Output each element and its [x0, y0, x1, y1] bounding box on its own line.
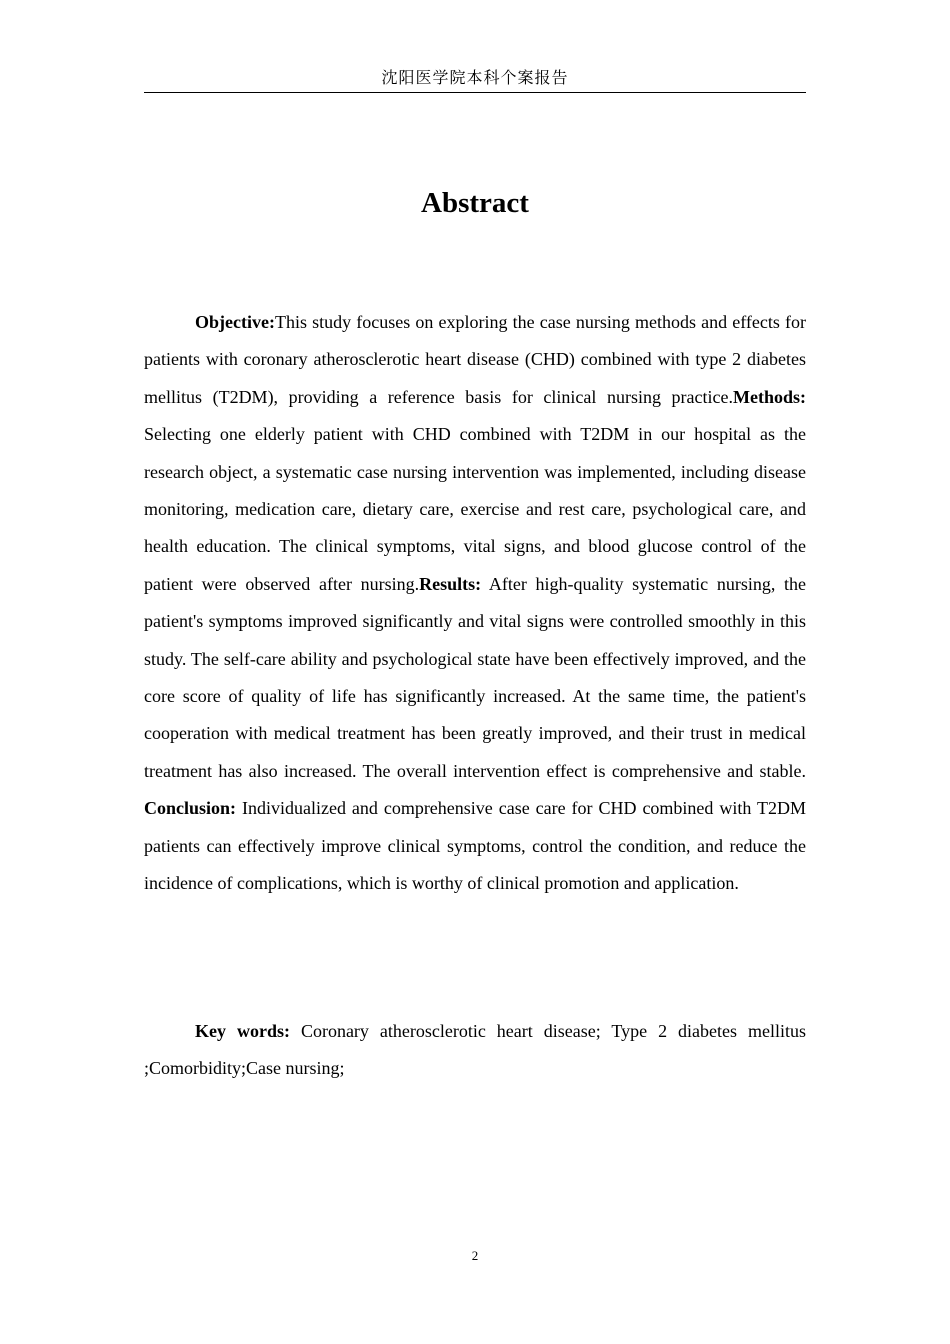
- objective-text: This study focuses on exploring the case nursing methods and effects for patients with coronary atherosclerotic heart disease (CHD) combined with type 2 diabetes mellitus (T2DM), providing a reference basis for clinical nursing practice.: [144, 312, 806, 407]
- keywords-label: Key words:: [195, 1021, 290, 1041]
- page-number: 2: [471, 1248, 479, 1263]
- running-header: 沈阳医学院本科个案报告: [144, 66, 806, 93]
- results-text: After high-quality systematic nursing, the patient's symptoms improved significantly and vital signs were controlled smoothly in this study. The self-care ability and psychological state have been effectively improved, and the core score of quality of life has significantly increased. At the same time, the patient's cooperation with medical treatment has been greatly improved, and their trust in medical treatment has also increased. The overall intervention effect is comprehensive and stable.: [144, 573, 806, 781]
- objective-label: Objective:: [195, 312, 275, 332]
- methods-text: Selecting one elderly patient with CHD combined with T2DM in our hospital as the research object, a systematic case nursing intervention was implemented, including disease monitoring, medication care, dietary care, exercise and rest care, psychological care, and health education. The clinical symptoms, vital signs, and blood glucose control of the patient were observed after nursing.: [144, 424, 806, 594]
- page-title: Abstract: [421, 187, 529, 219]
- conclusion-label: Conclusion:: [144, 798, 237, 819]
- results-label: Results:: [419, 573, 482, 594]
- keywords-text: Coronary atherosclerotic heart disease; Type 2 diabetes mellitus ;Comorbidity;Case nursing;: [144, 1021, 806, 1079]
- abstract-paragraph: [144, 304, 806, 903]
- keywords-paragraph: [144, 1013, 806, 1088]
- methods-label: Methods:: [733, 386, 806, 407]
- conclusion-text: Individualized and comprehensive case care for CHD combined with T2DM patients can effectively improve clinical symptoms, control the condition, and reduce the incidence of complications, which is worthy of clinical promotion and application.: [144, 798, 806, 894]
